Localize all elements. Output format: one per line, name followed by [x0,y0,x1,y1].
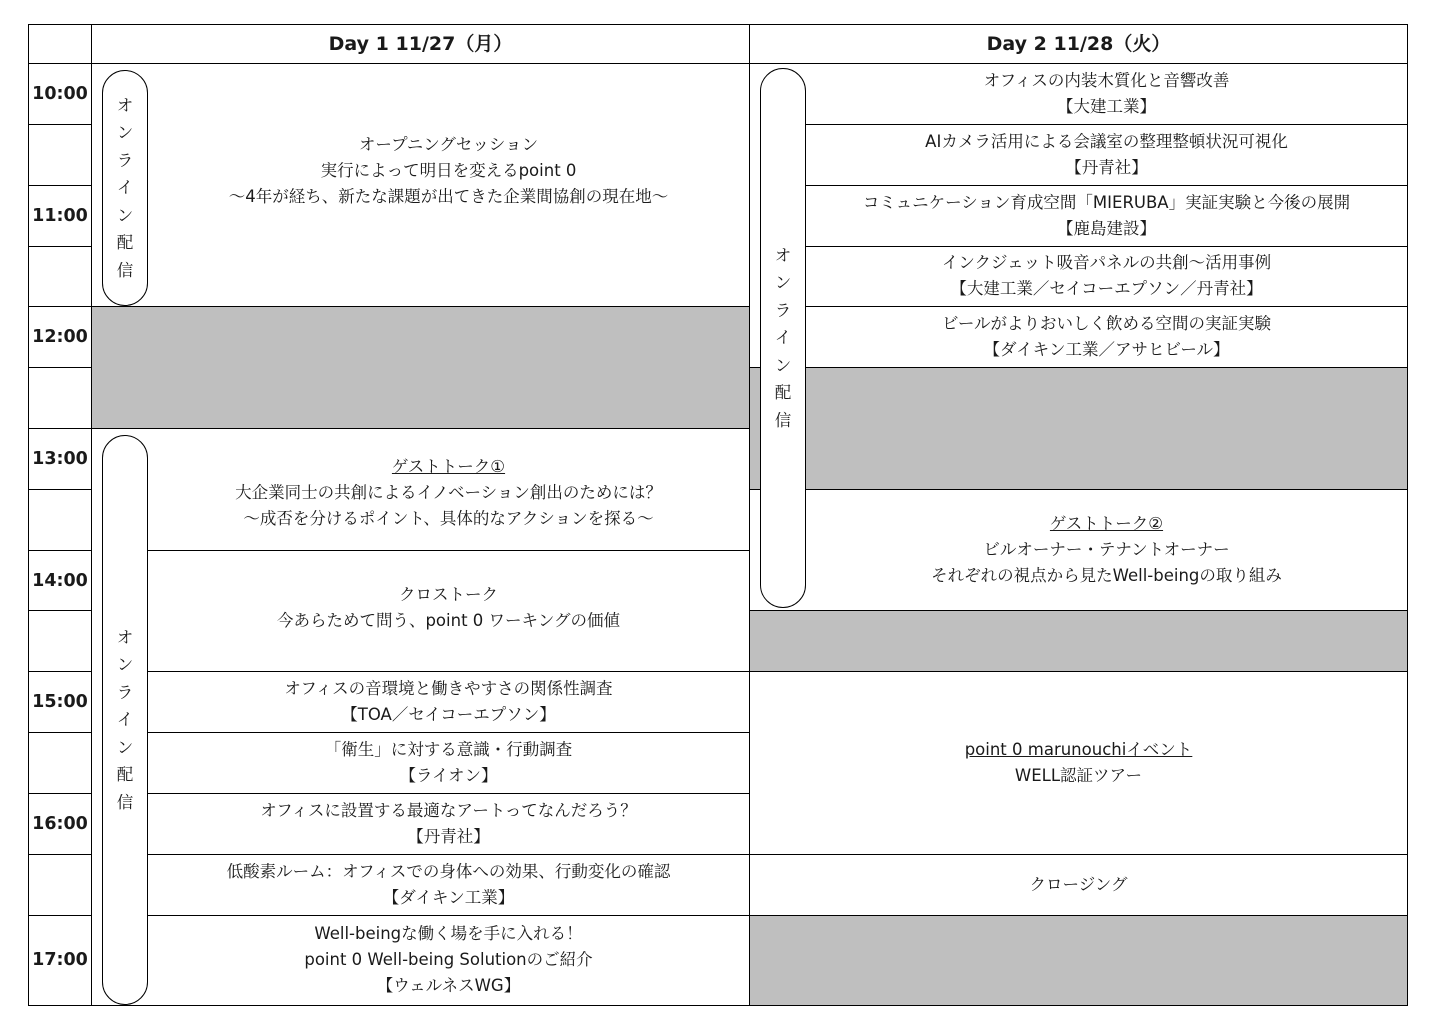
grid-line [749,915,1408,916]
online-char: イ [774,328,792,348]
guest-talk-2-line2: ビルオーナー・テナントオーナー [983,539,1230,559]
grid-line [28,63,1408,64]
cross-talk-subtitle: 今あらためて問う、point 0 ワーキングの価値 [276,610,621,630]
time-1000: 10:00 [32,83,88,104]
guest-talk-1-title: ゲストトーク① [391,457,506,476]
session-company: 【TOA／セイコーエプソン】 [341,704,556,724]
event-subtitle: WELL認証ツアー [1014,765,1143,785]
opening-theme: ～4年が経ち、新たな課題が出てきた企業間協創の現在地～ [228,186,669,206]
session-title: 「衛生」に対する意識・行動調査 [324,739,573,759]
grid-line [1407,24,1408,1006]
session-company: 【ダイキン工業／アサヒビール】 [983,339,1230,359]
day1-cross-talk [148,550,749,671]
grid-line [28,24,29,1006]
session-title: インクジェット吸音パネルの共創～活用事例 [941,253,1272,272]
session-company: 【鹿島建設】 [1057,218,1156,238]
day1-wellbeing-session [148,915,749,1005]
online-char: 信 [116,792,134,812]
session-title: Well-beingな働く場を手に入れる！ [314,924,583,943]
day2-break-block-1 [749,367,1408,489]
cross-talk-title: クロストーク [399,584,498,604]
grid-line [28,550,92,551]
online-char: ン [116,123,134,143]
session-company: 【丹青社】 [1065,157,1148,177]
event-title: point 0 marunouchiイベント [964,739,1193,759]
grid-line [92,428,749,429]
online-char: ン [116,205,134,225]
time-1700: 17:00 [32,950,88,970]
grid-line [749,854,1408,855]
grid-line [28,428,92,429]
day2-header: Day 2 11/28（火） [986,32,1171,55]
day2-marunouchi-event [749,671,1408,854]
session-title: オフィスに設置する最適なアートってなんだろう？ [260,800,637,820]
grid-line [148,915,749,916]
online-char: 配 [116,765,134,785]
grid-line [749,489,1408,490]
day2-morning-online-badge [760,68,806,608]
online-char: オ [116,627,134,647]
grid-line [749,24,750,1006]
online-char: ラ [116,150,134,170]
session-company: 【大建工業／セイコーエプソン／丹青社】 [950,279,1263,298]
grid-line [28,124,92,125]
session-company: 【ダイキン工業】 [382,887,515,907]
time-1600: 16:00 [32,813,88,834]
online-char: ン [774,355,792,375]
session-title: AIカメラ活用による会議室の整理整頓状況可視化 [925,131,1288,151]
day1-header: Day 1 11/27（月） [328,32,513,55]
grid-line [28,732,92,733]
grid-line [805,246,1408,247]
day1-morning-online-badge [102,70,148,306]
grid-line [28,24,1408,25]
day2-ai-session [805,124,1408,185]
day2-break-block-3 [749,915,1408,1005]
grid-line [92,306,749,307]
online-char: ン [116,737,134,757]
grid-line [148,550,749,551]
grid-line [28,610,92,611]
grid-line [749,367,1408,368]
guest-talk-1-line3: ～成否を分けるポイント、具体的なアクションを探る～ [243,509,654,528]
grid-line [28,793,92,794]
day1-guest-talk-1 [148,428,749,550]
grid-line [28,367,92,368]
grid-line [805,124,1408,125]
grid-line [28,915,92,916]
session-company: 【ウェルネスWG】 [376,976,521,995]
online-char: ラ [116,682,134,702]
session-title: 低酸素ルーム：オフィスでの身体への効果、行動変化の確認 [226,861,671,881]
grid-line [28,1005,1408,1006]
day2-closing: クロージング [1029,874,1128,894]
day2-inkjet-session [805,246,1408,306]
online-char: オ [116,95,134,115]
grid-line [749,610,1408,611]
time-1300: 13:00 [32,448,88,469]
guest-talk-2-title: ゲストトーク② [1049,513,1164,533]
time-1200: 12:00 [32,326,88,347]
opening-subtitle: 実行によって明日を変えるpoint 0 [320,160,577,180]
grid-line [805,306,1408,307]
grid-line [148,854,749,855]
guest-talk-2-line3: それぞれの視点から見たWell-beingの取り組み [931,565,1282,585]
session-company: 【丹青社】 [407,826,490,846]
grid-line [28,246,92,247]
session-title: コミュニケーション育成空間「MIERUBA」実証実験と今後の展開 [862,192,1351,212]
grid-line [28,185,92,186]
grid-line [28,489,92,490]
day1-low-oxygen-session [148,854,749,915]
grid-line [148,671,749,672]
online-char: オ [774,245,792,265]
day1-art-session [148,793,749,854]
day2-wood-session [805,63,1408,124]
online-char: ン [116,655,134,675]
grid-line [91,24,92,1006]
session-subtitle: point 0 Well-being Solutionのご紹介 [304,950,593,969]
session-company: 【ライオン】 [399,765,498,785]
day2-guest-talk-2 [805,489,1408,610]
day2-mieruba-session [805,185,1408,246]
online-char: イ [116,710,134,730]
session-title: ビールがよりおいしく飲める空間の実証実験 [941,313,1271,333]
day2-break-block-2 [749,610,1408,671]
opening-title: オープニングセッション [358,134,539,154]
time-1500: 15:00 [32,691,88,712]
day1-break-block [92,306,749,428]
guest-talk-1-line2: 大企業同士の共創によるイノベーション創出のためには？ [235,483,662,502]
session-title: オフィスの内装木質化と音響改善 [983,70,1230,90]
online-char: イ [116,178,134,198]
day1-opening-session [148,63,749,306]
grid-line [28,306,92,307]
session-company: 【大建工業】 [1057,96,1156,116]
grid-line [28,854,92,855]
day1-sound-session [148,671,749,732]
grid-line [749,671,1408,672]
grid-line [148,732,749,733]
day1-afternoon-online-badge [102,435,148,1005]
online-char: 配 [774,383,792,403]
time-1400: 14:00 [32,570,88,591]
online-char: ン [774,273,792,293]
time-1100: 11:00 [32,205,88,226]
day2-beer-session [805,306,1408,367]
grid-line [805,185,1408,186]
online-char: 信 [774,410,792,430]
online-char: ラ [774,300,792,320]
day1-hygiene-session [148,732,749,793]
session-title: オフィスの音環境と働きやすさの関係性調査 [284,678,613,698]
online-char: 信 [116,260,134,280]
grid-line [148,793,749,794]
grid-line [28,671,92,672]
online-char: 配 [116,233,134,253]
